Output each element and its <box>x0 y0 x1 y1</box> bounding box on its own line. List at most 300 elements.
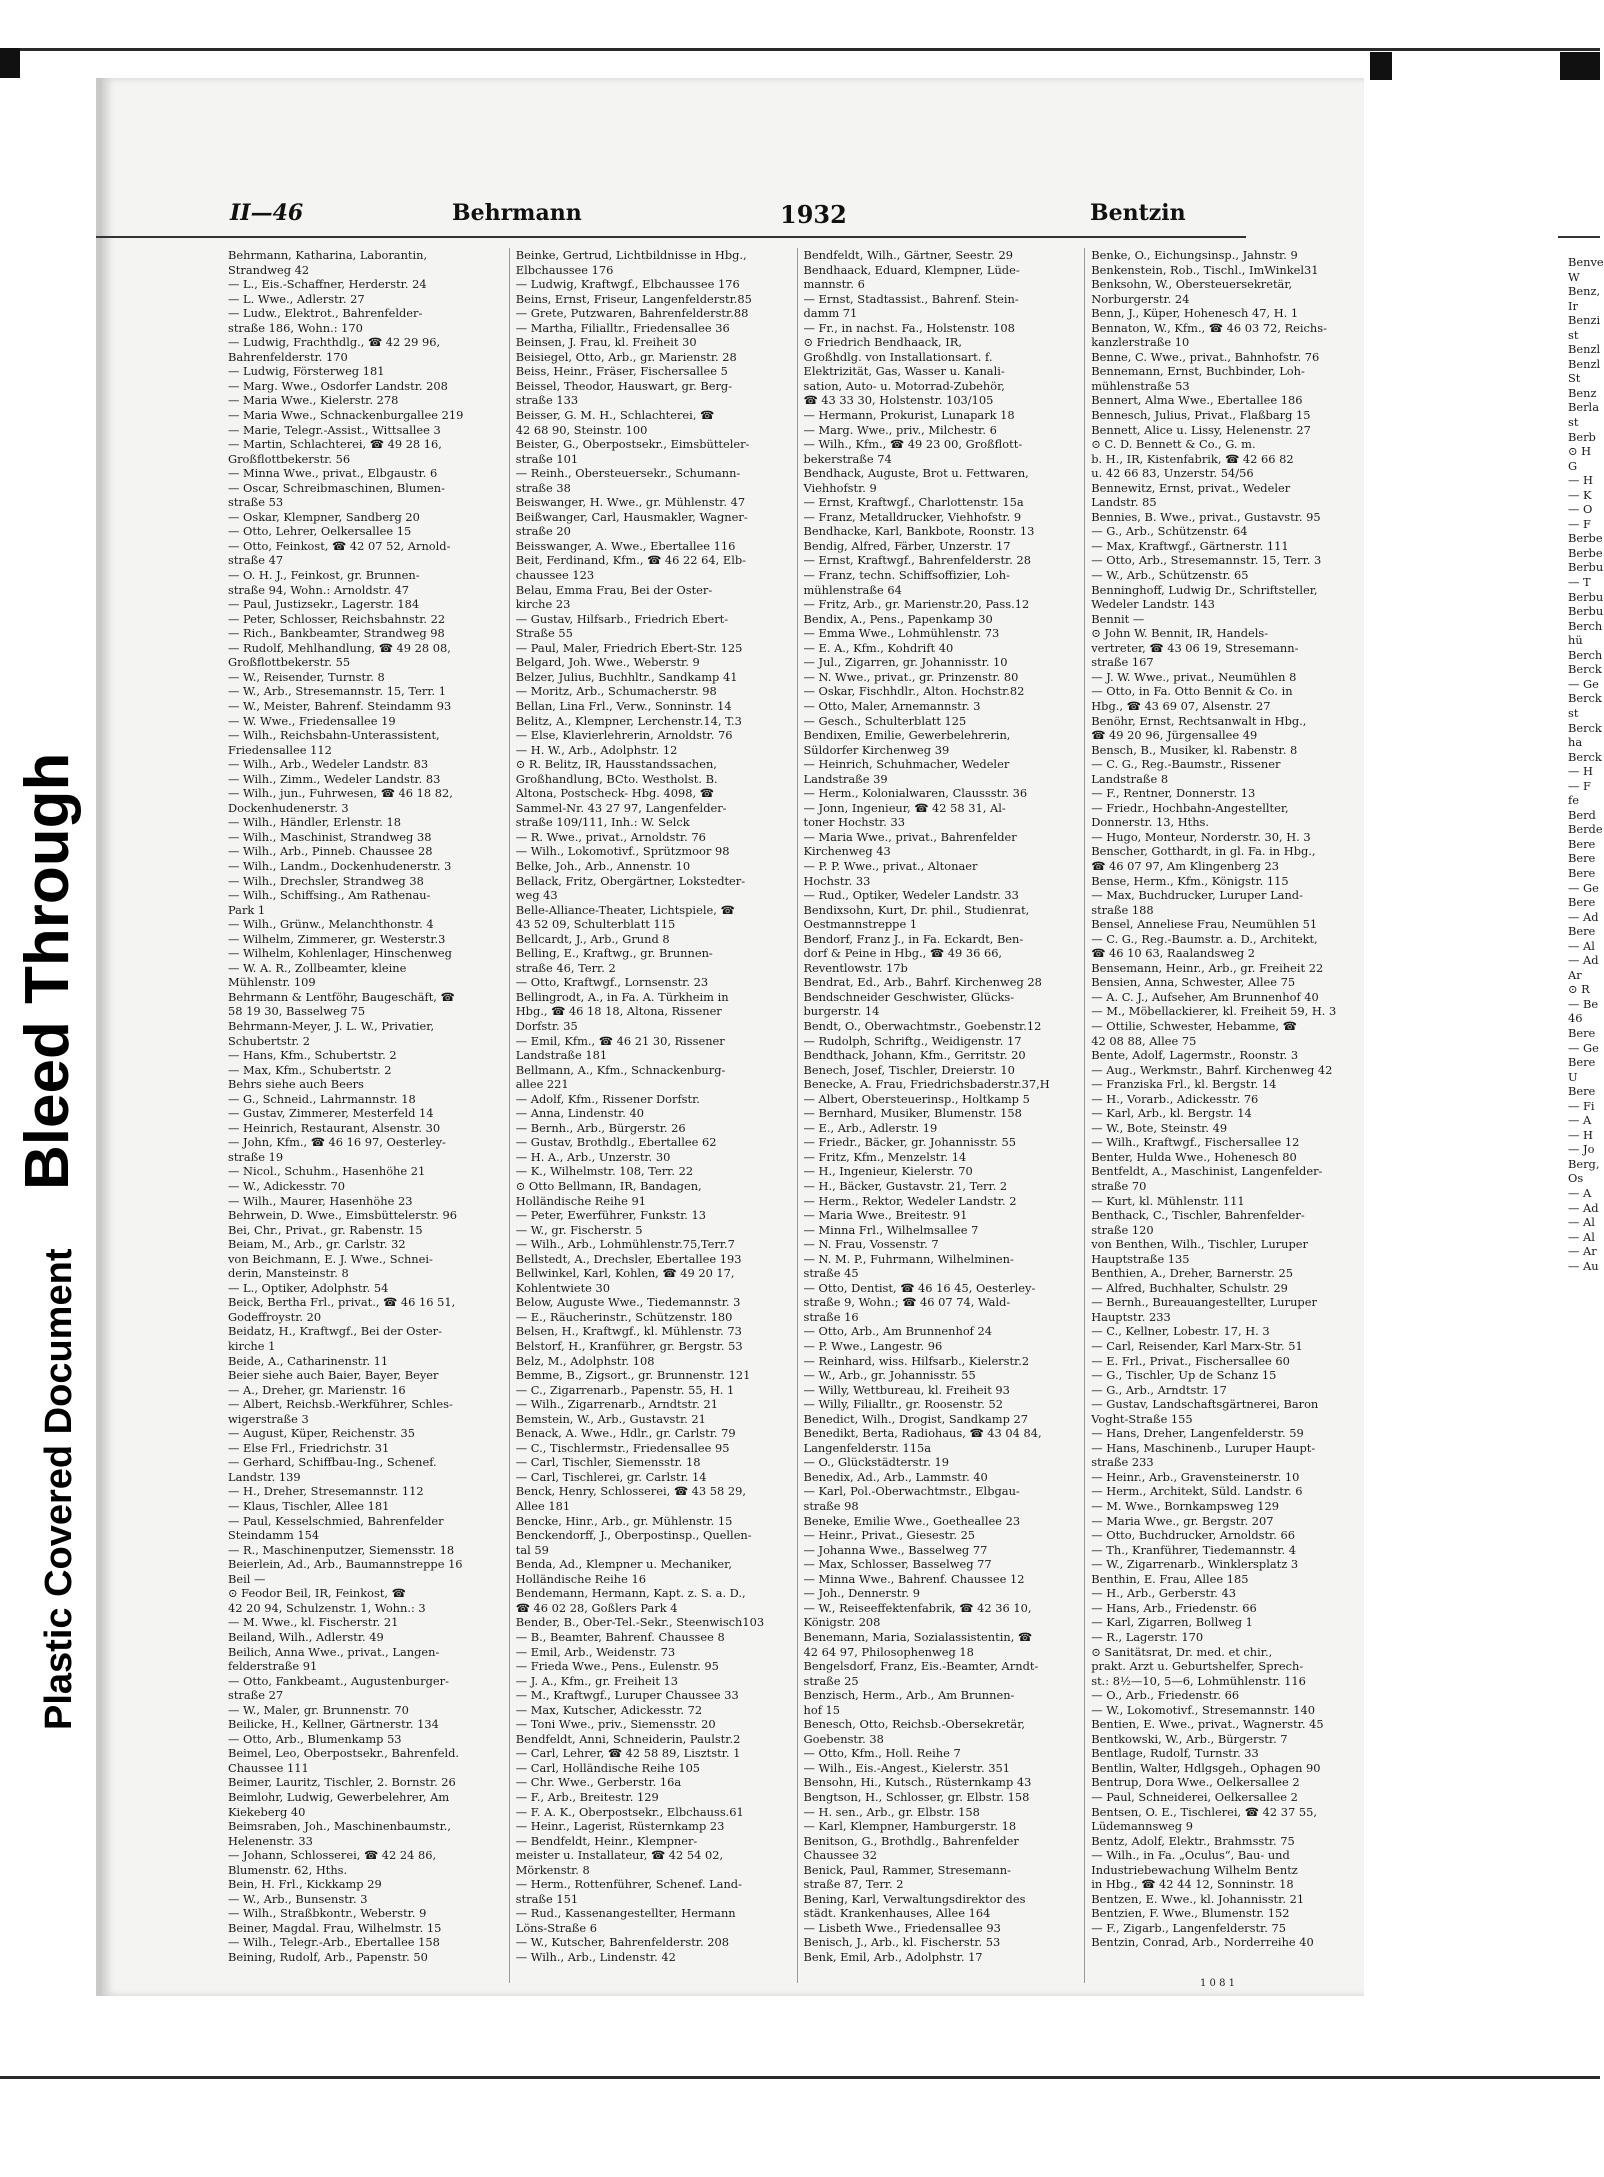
directory-entry-line: — Johanna Wwe., Basselweg 77 <box>803 1542 988 1557</box>
directory-entry-line: Belau, Emma Frau, Bei der Oster- <box>515 582 713 597</box>
directory-entry-line: burgerstr. 14 <box>803 1004 880 1019</box>
directory-entry-line: straße 45 <box>803 1266 859 1281</box>
directory-entry-line: Benitson, G., Brothdlg., Bahrenfelder <box>803 1833 1019 1848</box>
directory-entry-line: straße 53 <box>228 495 284 510</box>
directory-entry-line: — Ernst, Kraftwgf., Charlottenstr. 15a <box>803 495 1024 510</box>
directory-entry-line: Großflottbekerstr. 56 <box>228 451 351 466</box>
directory-entry-line: — Lisbeth Wwe., Friedensallee 93 <box>803 1920 1001 1935</box>
directory-column-1 <box>228 248 510 1983</box>
next-page-entry-fragment: — Al <box>1568 1215 1595 1230</box>
directory-entry-line: — Wilh., Arb., Lohmühlenstr.75,Terr.7 <box>515 1237 735 1252</box>
bleed-through-label: Bleed Through <box>13 752 82 1190</box>
next-page-entry-fragment: Benzl <box>1568 342 1601 357</box>
directory-entry-line: — Oskar, Fischhdlr., Alton. Hochstr.82 <box>803 684 1025 699</box>
directory-entry-line: — Max, Buchdrucker, Luruper Land- <box>1091 888 1303 903</box>
directory-entry-line: Belke, Joh., Arb., Annenstr. 10 <box>515 858 691 873</box>
directory-entry-line: — H., Vorarb., Adickesstr. 76 <box>1091 1091 1259 1106</box>
directory-entry-line: Bemme, B., Zigsort., gr. Brunnenstr. 121 <box>515 1368 751 1383</box>
directory-entry-line: Beiss, Heinr., Fräser, Fischersallee 5 <box>515 364 728 379</box>
directory-entry-line: ⊙ Feodor Beil, IR, Feinkost, ☎ <box>228 1586 406 1601</box>
next-page-entry-fragment: st <box>1568 327 1579 342</box>
directory-entry-line: Belz, M., Adolphstr. 108 <box>515 1353 655 1368</box>
directory-entry-line: — C., Kellner, Lobestr. 17, H. 3 <box>1091 1324 1270 1339</box>
directory-entry-line: Bellack, Fritz, Obergärtner, Lokstedter- <box>515 873 746 888</box>
directory-entry-line: Bennert, Alma Wwe., Ebertallee 186 <box>1091 393 1303 408</box>
directory-entry-line: Benk, Emil, Arb., Adolphstr. 17 <box>803 1949 983 1964</box>
next-page-entry-fragment: Berbu <box>1568 589 1604 604</box>
directory-entry-line: — Willy, Filialltr., gr. Roosenstr. 52 <box>803 1397 1003 1412</box>
directory-entry-line: — Bendfeldt, Heinr., Klempner- <box>515 1833 698 1848</box>
directory-entry-line: Beisswanger, A. Wwe., Ebertallee 116 <box>515 538 736 553</box>
next-page-entry-fragment: ⊙ H <box>1568 444 1592 459</box>
directory-entry-line: 43 52 09, Schulterblatt 115 <box>515 917 676 932</box>
directory-entry-line: — Chr. Wwe., Gerberstr. 16a <box>515 1775 682 1790</box>
directory-entry-line: — W., Adickesstr. 70 <box>228 1179 345 1193</box>
directory-entry-line: Bentrup, Dora Wwe., Oelkersallee 2 <box>1091 1775 1300 1790</box>
directory-entry-line: — Karl, Arb., kl. Bergstr. 14 <box>1091 1106 1252 1121</box>
directory-entry-line: — Wilh., Kfm., ☎ 49 23 00, Großflott- <box>803 437 1023 452</box>
next-page-entry-fragment: Berck <box>1568 662 1602 677</box>
directory-entry-line: — Otto, Maler, Arnemannstr. 3 <box>803 698 981 713</box>
directory-entry-line: ☎ 49 20 96, Jürgensallee 49 <box>1091 728 1258 743</box>
directory-entry-line: — L. Wwe., Adlerstr. 27 <box>228 291 365 306</box>
directory-entry-line: Benthack, C., Tischler, Bahrenfelder- <box>1091 1208 1305 1223</box>
directory-entry-line: Sammel-Nr. 43 27 97, Langenfelder- <box>515 800 727 815</box>
directory-entry-line: straße 70 <box>1091 1179 1147 1193</box>
directory-entry-line: Elektrizität, Gas, Wasser u. Kanali- <box>803 364 1005 379</box>
directory-entry-line: Bendrat, Ed., Arb., Bahrf. Kirchenweg 28 <box>803 975 1042 990</box>
directory-entry-line: — Otto, Arb., Am Brunnenhof 24 <box>803 1324 993 1339</box>
directory-entry-line: — Kurt, kl. Mühlenstr. 111 <box>1091 1193 1245 1208</box>
directory-entry-line: Großflottbekerstr. 55 <box>228 655 351 670</box>
directory-entry-line: — H. A., Arb., Unzerstr. 30 <box>515 1149 671 1164</box>
next-page-spill <box>1568 255 1604 1775</box>
directory-entry-line: — W. A. R., Zollbeamter, kleine <box>228 960 407 975</box>
directory-entry-line: — H., Dreher, Stresemannstr. 112 <box>228 1484 424 1499</box>
directory-entry-line: — C. G., Reg.-Baumstr. a. D., Architekt, <box>1091 931 1318 946</box>
directory-entry-line: ⊙ C. D. Bennett & Co., G. m. <box>1091 437 1256 452</box>
page-number: II—46 <box>230 200 304 226</box>
next-page-entry-fragment: Benz <box>1568 385 1597 400</box>
next-page-entry-fragment: ha <box>1568 735 1583 750</box>
directory-entry-line: — H., Bäcker, Gustavstr. 21, Terr. 2 <box>803 1179 1008 1193</box>
directory-entry-line: — Else Frl., Friedrichstr. 31 <box>228 1440 390 1455</box>
directory-entry-line: Beick, Bertha Frl., privat., ☎ 46 16 51, <box>228 1295 456 1310</box>
directory-entry-line: Beilicke, H., Kellner, Gärtnerstr. 134 <box>228 1717 439 1732</box>
directory-entry-line: Bellwinkel, Karl, Kohlen, ☎ 49 20 17, <box>515 1266 735 1281</box>
directory-entry-line: — Wilh., Eis.-Angest., Kielerstr. 351 <box>803 1760 1010 1775</box>
directory-entry-line: 42 20 94, Schulzenstr. 1, Wohn.: 3 <box>228 1600 426 1615</box>
directory-entry-line: — Paul, Schneiderei, Oelkersallee 2 <box>1091 1789 1298 1804</box>
next-page-entry-fragment: Berg, <box>1568 1156 1600 1171</box>
directory-entry-line: 58 19 30, Basselweg 75 <box>228 1004 366 1019</box>
directory-entry-line: — Bernh., Arb., Bürgerstr. 26 <box>515 1120 686 1135</box>
directory-entry-line: Beil — <box>228 1571 266 1586</box>
directory-entry-line: Benesch, Otto, Reichsb.-Obersekretär, <box>803 1717 1026 1732</box>
directory-entry-line: straße 94, Wohn.: Arnoldstr. 47 <box>228 582 410 597</box>
directory-entry-line: Bentzin, Conrad, Arb., Norderreihe 40 <box>1091 1935 1314 1950</box>
directory-entry-line: straße 16 <box>803 1309 859 1324</box>
directory-entry-line: — Heinr., Privat., Giesestr. 25 <box>803 1528 976 1543</box>
directory-entry-line: von Benthen, Wilh., Tischler, Luruper <box>1091 1237 1308 1252</box>
directory-entry-line: — Otto, Lehrer, Oelkersallee 15 <box>228 524 412 539</box>
directory-entry-line: — W., Lokomotivf., Stresemannstr. 140 <box>1091 1702 1316 1717</box>
directory-entry-line: — O., Glückstädterstr. 19 <box>803 1455 950 1470</box>
directory-entry-line: — W., gr. Fischerstr. 5 <box>515 1222 643 1237</box>
directory-entry-line: — Wilh., Schiffsing., Am Rathenau- <box>228 888 431 903</box>
next-page-entry-fragment: hü <box>1568 633 1583 648</box>
page-header <box>130 200 1358 230</box>
directory-entry-line: — Minna Wwe., privat., Elbgaustr. 6 <box>228 466 438 481</box>
directory-entry-line: 42 08 88, Allee 75 <box>1091 1033 1197 1048</box>
directory-entry-line: — G., Arb., Schützenstr. 64 <box>1091 524 1248 539</box>
directory-entry-line: Benter, Hulda Wwe., Hohenesch 80 <box>1091 1149 1297 1164</box>
directory-entry-line: — W., Bote, Steinstr. 49 <box>1091 1120 1228 1135</box>
directory-entry-line: Kirchenweg 43 <box>803 844 891 859</box>
directory-entry-line: Hauptstraße 135 <box>1091 1251 1190 1266</box>
directory-entry-line: — Otto, Feinkost, ☎ 42 07 52, Arnold- <box>228 538 451 553</box>
directory-entry-line: Benick, Paul, Rammer, Stresemann- <box>803 1862 1011 1877</box>
directory-entry-line: Below, Auguste Wwe., Tiedemannstr. 3 <box>515 1295 741 1310</box>
directory-entry-line: Strandweg 42 <box>228 262 310 277</box>
directory-entry-line: Bensch, B., Musiker, kl. Rabenstr. 8 <box>1091 742 1298 757</box>
directory-entry-line: — Ottilie, Schwester, Hebamme, ☎ <box>1091 1018 1297 1033</box>
directory-entry-line: Friedensallee 112 <box>228 742 332 757</box>
directory-entry-line: — O. H. J., Feinkost, gr. Brunnen- <box>228 568 420 583</box>
directory-entry-line: Kiekeberg 40 <box>228 1804 306 1819</box>
directory-entry-line: — Hugo, Monteur, Norderstr. 30, H. 3 <box>1091 829 1311 844</box>
directory-entry-line: Landstraße 181 <box>515 1048 608 1063</box>
directory-entry-line: — Otto, Kraftwgf., Lornsenstr. 23 <box>515 975 709 990</box>
directory-entry-line: — Oscar, Schreibmaschinen, Blumen- <box>228 480 445 495</box>
directory-entry-line: — E., Räucherinstr., Schützenstr. 180 <box>515 1309 733 1324</box>
directory-entry-line: — Jonn, Ingenieur, ☎ 42 58 31, Al- <box>803 800 1006 815</box>
next-page-entry-fragment: Benve <box>1568 255 1604 269</box>
directory-entry-line: Belitz, A., Klempner, Lerchenstr.14, T.3 <box>515 713 742 728</box>
directory-entry-line: — John, Kfm., ☎ 46 16 97, Oesterley- <box>228 1135 446 1150</box>
directory-entry-line: Bense, Herm., Kfm., Königstr. 115 <box>1091 873 1289 888</box>
directory-entry-line: straße 25 <box>803 1673 859 1688</box>
directory-entry-line: — Otto, Kfm., Holl. Reihe 7 <box>803 1746 961 1761</box>
directory-entry-line: Hbg., ☎ 43 69 07, Alsenstr. 27 <box>1091 698 1271 713</box>
directory-entry-line: ☎ 43 33 30, Holstenstr. 103/105 <box>803 393 994 408</box>
next-page-entry-fragment: Berbe <box>1568 545 1603 560</box>
next-page-entry-fragment: U <box>1568 1069 1578 1084</box>
directory-entry-line: kanzlerstraße 10 <box>1091 335 1190 350</box>
directory-entry-line: — C., Tischlermstr., Friedensallee 95 <box>515 1440 730 1455</box>
directory-entry-line: Benscher, Gotthardt, in gl. Fa. in Hbg., <box>1091 844 1316 859</box>
directory-entry-line: Beier siehe auch Baier, Bayer, Beyer <box>228 1368 439 1383</box>
directory-entry-line: Donnerstr. 13, Hths. <box>1091 815 1210 830</box>
next-page-entry-fragment: — Ar <box>1568 1244 1597 1259</box>
directory-entry-line: Park 1 <box>228 902 266 917</box>
directory-entry-line: — Maria Wwe., privat., Bahrenfelder <box>803 829 1017 844</box>
directory-entry-line: — Herm., Architekt, Süld. Landstr. 6 <box>1091 1484 1303 1499</box>
directory-entry-line: Benedict, Wilh., Drogist, Sandkamp 27 <box>803 1411 1028 1426</box>
directory-entry-line: Bentzen, E. Wwe., kl. Johannisstr. 21 <box>1091 1891 1305 1906</box>
directory-entry-line: Dockenhudenerstr. 3 <box>228 800 349 815</box>
directory-entry-line: Beidatz, H., Kraftwgf., Bei der Oster- <box>228 1324 442 1339</box>
next-page-entry-fragment: Bere <box>1568 1055 1596 1070</box>
directory-entry-line: Benisch, J., Arb., kl. Fischerstr. 53 <box>803 1935 1001 1950</box>
next-page-entry-fragment: — Al <box>1568 1229 1595 1244</box>
next-page-entry-fragment: Berch <box>1568 647 1603 662</box>
directory-entry-line: — Otto, in Fa. Otto Bennit & Co. in <box>1091 684 1293 699</box>
directory-entry-line: Schubertstr. 2 <box>228 1033 311 1048</box>
directory-entry-line: straße 151 <box>515 1891 579 1906</box>
directory-entry-line: Belzer, Julius, Buchhltr., Sandkamp 41 <box>515 669 738 684</box>
directory-entry-line: — Heinrich, Schuhmacher, Wedeler <box>803 757 1010 772</box>
directory-entry-line: — Wilh., Arb., Lindenstr. 42 <box>515 1949 676 1964</box>
directory-entry-line: — Rudolf, Mehlhandlung, ☎ 49 28 08, <box>228 640 451 655</box>
directory-entry-line: — C., Zigarrenarb., Papenstr. 55, H. 1 <box>515 1382 735 1397</box>
directory-entry-line: straße 233 <box>1091 1455 1154 1470</box>
directory-column-2 <box>516 248 798 1983</box>
directory-entry-line: Blumenstr. 62, Hths. <box>228 1862 348 1877</box>
directory-entry-line: — Oskar, Klempner, Sandberg 20 <box>228 509 420 524</box>
directory-entry-line: Landstraße 39 <box>803 771 888 786</box>
directory-entry-line: Wedeler Landstr. 143 <box>1091 597 1215 612</box>
directory-entry-line: — Wilh., Lokomotivf., Sprützmoor 98 <box>515 844 730 859</box>
directory-entry-line: — Max, Kraftwgf., Gärtnerstr. 111 <box>1091 538 1289 553</box>
next-page-entry-fragment: St <box>1568 371 1581 386</box>
next-page-entry-fragment: Bere <box>1568 1084 1596 1099</box>
directory-entry-line: Allee 181 <box>515 1499 571 1514</box>
directory-entry-line: — Wilh., Telegr.-Arb., Ebertallee 158 <box>228 1935 440 1950</box>
directory-entry-line: — Wilh., Arb., Wedeler Landstr. 83 <box>228 757 429 772</box>
directory-entry-line: — P. Wwe., Langestr. 96 <box>803 1339 943 1354</box>
directory-entry-line: — Hans, Arb., Friedenstr. 66 <box>1091 1600 1257 1615</box>
directory-entry-line: — Karl, Pol.-Oberwachtmstr., Elbgau- <box>803 1484 1020 1499</box>
directory-entry-line: — H. W., Arb., Adolphstr. 12 <box>515 742 678 757</box>
directory-entry-line: Bentien, E. Wwe., privat., Wagnerstr. 45 <box>1091 1717 1324 1732</box>
directory-entry-line: 42 68 90, Steinstr. 100 <box>515 422 648 437</box>
directory-entry-line: — Wilhelm, Kohlenlager, Hinschenweg <box>228 946 452 961</box>
directory-entry-line: meister u. Installateur, ☎ 42 54 02, <box>515 1848 724 1863</box>
directory-entry-line: Straße 55 <box>515 626 573 641</box>
next-page-entry-fragment: — T <box>1568 575 1591 590</box>
directory-entry-line: — Gesch., Schulterblatt 125 <box>803 713 967 728</box>
first-entry-name: Behrmann <box>452 200 582 226</box>
directory-entry-line: — Fritz, Arb., gr. Marienstr.20, Pass.12 <box>803 597 1030 612</box>
directory-entry-line: — Gustav, Hilfsarb., Friedrich Ebert- <box>515 611 729 626</box>
directory-entry-line: Bellcardt, J., Arb., Grund 8 <box>515 931 670 946</box>
directory-entry-line: — Peter, Ewerführer, Funkstr. 13 <box>515 1208 706 1223</box>
directory-entry-line: — M. Wwe., Bornkampsweg 129 <box>1091 1499 1280 1514</box>
directory-entry-line: Bellstedt, A., Drechsler, Ebertallee 193 <box>515 1251 742 1266</box>
next-page-entry-fragment: Berck <box>1568 720 1602 735</box>
directory-entry-line: — Wilh., Grünw., Melanchthonstr. 4 <box>228 917 434 932</box>
directory-entry-line: — M., Kraftwgf., Luruper Chaussee 33 <box>515 1688 739 1703</box>
directory-entry-line: — Gerhard, Schiffbau-Ing., Schenef. <box>228 1455 437 1470</box>
directory-entry-line: Bennett, Alice u. Lissy, Helenenstr. 27 <box>1091 422 1311 437</box>
directory-entry-line: — Friedr., Bäcker, gr. Johannisstr. 55 <box>803 1135 1016 1150</box>
directory-entry-line: — Wilh., in Fa. „Oculus“, Bau- und <box>1091 1848 1290 1863</box>
next-page-entry-fragment: Berbu <box>1568 604 1604 619</box>
directory-entry-line: — Wilh., Zimm., Wedeler Landstr. 83 <box>228 771 441 786</box>
directory-entry-line: — Carl, Tischler, Siemensstr. 18 <box>515 1455 701 1470</box>
directory-entry-line: — G., Arb., Arndtstr. 17 <box>1091 1382 1227 1397</box>
directory-entry-line: — W., Maler, gr. Brunnenstr. 70 <box>228 1702 409 1717</box>
directory-entry-line: — Franz, Metalldrucker, Viehhofstr. 9 <box>803 509 1022 524</box>
directory-entry-line: straße 109/111, Inh.: W. Selck <box>515 815 690 830</box>
directory-entry-line: — Ludw., Elektrot., Bahrenfelder- <box>228 306 423 321</box>
directory-entry-line: Benck, Henry, Schlosserei, ☎ 43 58 29, <box>515 1484 747 1499</box>
next-page-entry-fragment: Benzl <box>1568 356 1601 371</box>
directory-entry-line: b. H., IR, Kistenfabrik, ☎ 42 66 82 <box>1091 451 1294 466</box>
directory-entry-line: — Martin, Schlachterei, ☎ 49 28 16, <box>228 437 442 452</box>
directory-entry-line: Beißwanger, Carl, Hausmakler, Wagner- <box>515 509 748 524</box>
directory-entry-line: — E. Frl., Privat., Fischersallee 60 <box>1091 1353 1290 1368</box>
directory-entry-line: — Bernhard, Musiker, Blumenstr. 158 <box>803 1106 1022 1121</box>
directory-entry-line: Beins, Ernst, Friseur, Langenfelderstr.85 <box>515 291 752 306</box>
directory-entry-line: Chaussee 32 <box>803 1848 877 1863</box>
directory-entry-line: Hauptstr. 233 <box>1091 1309 1171 1324</box>
directory-entry-line: straße 188 <box>1091 902 1154 917</box>
next-page-entry-fragment: Benz, <box>1568 284 1601 299</box>
directory-entry-line: Behrmann-Meyer, J. L. W., Privatier, <box>228 1018 435 1033</box>
next-page-entry-fragment: — Be <box>1568 996 1599 1011</box>
directory-entry-line: Bengtson, H., Schlosser, gr. Elbstr. 158 <box>803 1789 1030 1804</box>
directory-entry-line: — Emil, Arb., Weidenstr. 73 <box>515 1644 676 1659</box>
directory-entry-line: Bennit — <box>1091 611 1145 626</box>
scan-frame-bottom <box>0 2076 1600 2079</box>
directory-entry-line: Bender, B., Ober-Tel.-Sekr., Steenwisch103 <box>515 1615 765 1630</box>
next-page-entry-fragment: — Ad <box>1568 909 1599 924</box>
directory-entry-line: Bemstein, W., Arb., Gustavstr. 21 <box>515 1411 706 1426</box>
directory-entry-line: Bencke, Hinr., Arb., gr. Mühlenstr. 15 <box>515 1513 733 1528</box>
directory-entry-line: — J. W. Wwe., privat., Neumühlen 8 <box>1091 669 1297 684</box>
directory-entry-line: Bensien, Anna, Schwester, Allee 75 <box>1091 975 1296 990</box>
directory-entry-line: Benne, C. Wwe., privat., Bahnhofstr. 76 <box>1091 349 1320 364</box>
directory-entry-line: Godeffroystr. 20 <box>228 1309 322 1324</box>
directory-entry-line: — Maria Wwe., Breitestr. 91 <box>803 1208 968 1223</box>
directory-entry-line: — Ludwig, Försterweg 181 <box>228 364 385 379</box>
directory-entry-line: — Minna Wwe., Bahrenf. Chaussee 12 <box>803 1571 1025 1586</box>
directory-entry-line: — Marg. Wwe., priv., Milchestr. 6 <box>803 422 997 437</box>
directory-entry-line: — N. M. P., Fuhrmann, Wilhelminen- <box>803 1251 1014 1266</box>
directory-entry-line: — Rich., Bankbeamter, Strandweg 98 <box>228 626 445 641</box>
directory-entry-line: straße 47 <box>228 553 284 568</box>
next-page-entry-fragment: W <box>1568 269 1580 284</box>
directory-entry-line: — Paul, Kesselschmied, Bahrenfelder <box>228 1513 444 1528</box>
directory-entry-line: Viehhofstr. 9 <box>803 480 877 495</box>
next-page-entry-fragment: Bere <box>1568 895 1596 910</box>
directory-entry-line: Königstr. 208 <box>803 1615 881 1630</box>
directory-entry-line: mühlenstraße 53 <box>1091 378 1190 393</box>
directory-entry-line: — Otto, Fankbeamt., Augustenburger- <box>228 1673 449 1688</box>
next-page-entry-fragment: 46 <box>1568 1011 1583 1026</box>
directory-entry-line: — Paul, Maler, Friedrich Ebert-Str. 125 <box>515 640 743 655</box>
directory-entry-line: Beisser, G. M. H., Schlachterei, ☎ <box>515 408 715 423</box>
directory-entry-line: — Max, Schlosser, Basselweg 77 <box>803 1557 992 1572</box>
directory-entry-line: — C. G., Reg.-Baumstr., Rissener <box>1091 757 1281 772</box>
directory-column-3 <box>804 248 1086 1983</box>
directory-entry-line: — A., Dreher, gr. Marienstr. 16 <box>228 1382 406 1397</box>
directory-entry-line: Benedikt, Berta, Radiohaus, ☎ 43 04 84, <box>803 1426 1042 1441</box>
directory-entry-line: — Anna, Lindenstr. 40 <box>515 1106 644 1121</box>
directory-entry-line: — Herm., Rektor, Wedeler Landstr. 2 <box>803 1193 1017 1208</box>
next-page-entry-fragment: — Ge <box>1568 1040 1599 1055</box>
directory-entry-line: ☎ 46 07 97, Am Klingenberg 23 <box>1091 858 1280 873</box>
directory-entry-line: — Hans, Dreher, Langenfelderstr. 59 <box>1091 1426 1304 1441</box>
directory-entry-line: Langenfelderstr. 115a <box>803 1440 932 1455</box>
directory-entry-line: ⊙ Sanitätsrat, Dr. med. et chir., <box>1091 1644 1273 1659</box>
directory-columns <box>228 248 1373 1983</box>
directory-entry-line: — Carl, Lehrer, ☎ 42 58 89, Lisztstr. 1 <box>515 1746 741 1761</box>
directory-entry-line: — K., Wilhelmstr. 108, Terr. 22 <box>515 1164 694 1179</box>
next-page-entry-fragment: — O <box>1568 502 1593 517</box>
directory-entry-line: — E. A., Kfm., Kohdrift 40 <box>803 640 954 655</box>
plastic-covered-label: Plastic Covered Document <box>38 1248 80 1730</box>
directory-entry-line: straße 133 <box>515 393 579 408</box>
directory-entry-line: straße 9, Wohn.; ☎ 46 07 74, Wald- <box>803 1295 1011 1310</box>
directory-entry-line: Landstraße 8 <box>1091 771 1169 786</box>
next-page-entry-fragment: Berd <box>1568 807 1596 822</box>
directory-entry-line: straße 167 <box>1091 655 1154 670</box>
directory-entry-line: in Hbg., ☎ 42 44 12, Sonninstr. 18 <box>1091 1877 1294 1892</box>
next-page-entry-fragment: — Al <box>1568 938 1595 953</box>
directory-entry-line: Großhdlg. von Installationsart. f. <box>803 349 993 364</box>
directory-entry-line: Behrmann, Katharina, Laborantin, <box>228 248 428 262</box>
directory-entry-line: — G., Tischler, Up de Schanz 15 <box>1091 1368 1277 1383</box>
directory-entry-line: — Alfred, Buchhalter, Schulstr. 29 <box>1091 1280 1288 1295</box>
directory-entry-line: — Reinhard, wiss. Hilfsarb., Kielerstr.2 <box>803 1353 1030 1368</box>
directory-entry-line: Beneke, Emilie Wwe., Goetheallee 23 <box>803 1513 1021 1528</box>
directory-entry-line: — B., Beamter, Bahrenf. Chaussee 8 <box>515 1629 725 1644</box>
directory-column-4 <box>1091 248 1373 1983</box>
directory-entry-line: Löns-Straße 6 <box>515 1920 598 1935</box>
directory-entry-line: Großhandlung, BCto. Westholst. B. <box>515 771 718 786</box>
directory-entry-line: straße 38 <box>515 480 571 495</box>
directory-entry-line: damm 71 <box>803 306 858 321</box>
directory-entry-line: Benksohn, W., Obersteuersekretär, <box>1091 277 1293 292</box>
directory-entry-line: — August, Küper, Reichenstr. 35 <box>228 1426 416 1441</box>
next-page-entry-fragment: — F <box>1568 778 1591 793</box>
directory-entry-line: — Hans, Maschinenb., Luruper Haupt- <box>1091 1440 1316 1455</box>
next-page-entry-fragment: Bere <box>1568 924 1596 939</box>
directory-entry-line: bekerstraße 74 <box>803 451 892 466</box>
directory-entry-line: — Franz, techn. Schiffsoffizier, Loh- <box>803 568 1010 583</box>
directory-entry-line: — Joh., Dennerstr. 9 <box>803 1586 920 1601</box>
next-page-entry-fragment: Berch <box>1568 618 1603 633</box>
directory-entry-line: — Adolf, Kfm., Rissener Dorfstr. <box>515 1091 700 1106</box>
directory-entry-line: Bein, H. Frl., Kickkamp 29 <box>228 1877 382 1892</box>
directory-entry-line: 42 64 97, Philosophenweg 18 <box>803 1644 974 1659</box>
next-page-entry-fragment: Bere <box>1568 851 1596 866</box>
directory-entry-line: Bendig, Alfred, Färber, Unzerstr. 17 <box>803 538 1011 553</box>
directory-entry-line: Hbg., ☎ 46 18 18, Altona, Rissener <box>515 1004 722 1019</box>
directory-entry-line: — Otto, Dentist, ☎ 46 16 45, Oesterley- <box>803 1280 1036 1295</box>
directory-entry-line: Bennewitz, Ernst, privat., Wedeler <box>1091 480 1291 495</box>
directory-entry-line: — Klaus, Tischler, Allee 181 <box>228 1499 390 1514</box>
directory-entry-line: Bellingrodt, A., in Fa. A. Türkheim in <box>515 989 729 1004</box>
next-page-entry-fragment: — H <box>1568 764 1593 779</box>
directory-entry-line: — F., Rentner, Donnerstr. 13 <box>1091 786 1256 801</box>
next-page-entry-fragment: Berla <box>1568 400 1599 415</box>
directory-entry-line: — W., Arb., gr. Johannisstr. 55 <box>803 1368 976 1383</box>
directory-entry-line: Oestmannstreppe 1 <box>803 917 918 932</box>
directory-entry-line: — Gustav, Brothdlg., Ebertallee 62 <box>515 1135 717 1150</box>
directory-entry-line: — Wilh., Landm., Dockenhudenerstr. 3 <box>228 858 452 873</box>
directory-entry-line: — Aug., Werkmstr., Bahrf. Kirchenweg 42 <box>1091 1062 1333 1077</box>
directory-entry-line: — Albert, Reichsb.-Werkführer, Schles- <box>228 1397 453 1412</box>
next-page-entry-fragment: — Ge <box>1568 676 1599 691</box>
directory-entry-line: — P. P. Wwe., privat., Altonaer <box>803 858 978 873</box>
directory-entry-line: — Otto, Buchdrucker, Arnoldstr. 66 <box>1091 1528 1295 1543</box>
directory-entry-line: Mörkenstr. 8 <box>515 1862 590 1877</box>
directory-entry-line: Benecke, A. Frau, Friedrichsbaderstr.37,H <box>803 1077 1050 1092</box>
